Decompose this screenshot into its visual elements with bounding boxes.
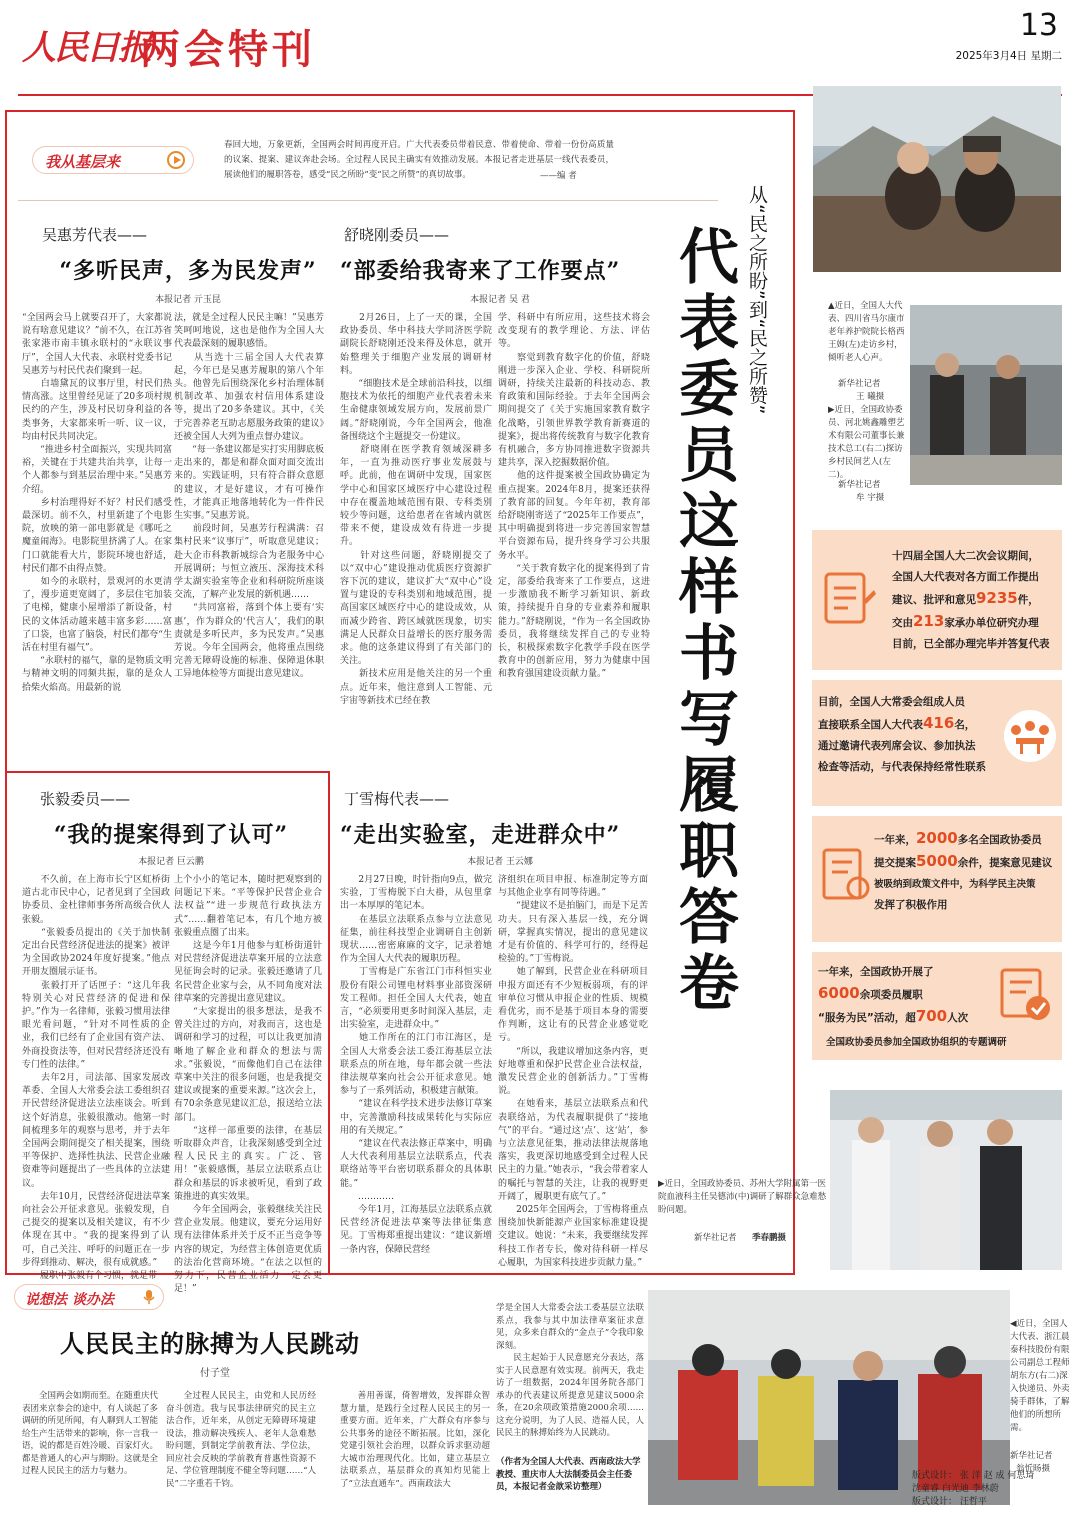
- side-headline: 从“民之所盼”到“民之所赞”: [746, 185, 768, 415]
- article-1-person: 吴惠芳代表——: [42, 226, 148, 244]
- caption-1: ▲近日，全国人大代表、四川省马尔康市老年养护院院长格西王姆(左)走访乡村，倾听老人心声。: [828, 301, 905, 363]
- credit-name-2: 赵 成: [983, 1471, 1005, 1481]
- stat-3-line-1-pre: 一年来，: [874, 834, 916, 846]
- stat-2-line-4: 检查等活动，与代表保持经常性联系: [818, 761, 986, 773]
- page-number: 13: [1019, 8, 1058, 43]
- opinion-col-2: 全过程人民民主，由党和人民历经奋斗创造。我与民事法律研究的民主立法合作，近年来，从创定无障碍环境建设法，推动解决残疾人、老年人急难愁盼问题，到制定学前教育法、学位法，回应社会反映的学前教育普惠性资源不足、学位管理制度不健全等问题……“人民”二字重若千钧。: [166, 1391, 316, 1489]
- credit-name-6: 李林蔚: [971, 1484, 999, 1494]
- photo-elderly-visit: [813, 86, 1061, 272]
- caption-1-credit-name: 王 曦摄: [856, 392, 885, 402]
- article-1-col-2: 法，就是全过程人民民主嘛！”吴惠芳笑呵呵地说，这也是他作为全国人大代表最深刻的履职感悟。 从当选十三届全国人大代表算起，今年已是吴惠芳履职的第八个年头。他曾先后围绕深化乡村治理体制机制改革、加强农村信用体系建设等，提出了20多条建议。其中，《关于完善养老互助志愿服务政策的建议》还被全国人大列为重点督办建议。 “每一条建议都是实打实用脚底板走出来的，都是和群众面对面交流出来的。实践证明，只有符合群众意愿的建议，才是好建议，才有可操作性，才能真正地落地转化为一件件民生实事。”吴惠芳说。 前段时间，吴惠芳行程满满：召集村民来“议事厅”，听取意见建议；赴大企市科教新城综合为老服务中心开展调研；与恒立液压、深海技术科学太湖实验室等企业和科研院所座谈交流，了解产业发展的新机遇…… “共同富裕，落到个体上要有‘实惠’，作为群众的‘代言人’，我们的职责就是多听民声，多为民发声。”吴惠芳说。今年全国两会，他将重点围绕完善无障碍设施的标准、保障退休职工异地体检等方面提出意见建议。: [174, 313, 324, 680]
- stat-2-line-1: 目前，全国人大常委会组成人员: [818, 696, 965, 708]
- stat-1-number-2: 213: [913, 612, 945, 630]
- stat-2-line-2-pre: 直接联系全国人大代表: [818, 719, 923, 731]
- intro-rule: [18, 200, 718, 201]
- caption-2-credit-name: 牟 宇摄: [856, 493, 885, 503]
- article-3-byline: 本报记者 巨云鹏: [138, 857, 204, 867]
- meeting-icon: [1002, 708, 1058, 764]
- opinion-tag: [14, 1284, 164, 1310]
- banner-editor: ——编 者: [540, 171, 577, 181]
- opinion-col-1: 全国两会如期而至。在随重庆代表团来京参会的途中，有人谈起了多调研的所见所闻，有人聊到人工智能给生产生活带来的影响，你一言我一语，说的都是百姓冷暖、百家灯火。都是普通人的心声与期盼。这就是全过程人民民主的活力与魅力。: [22, 1391, 159, 1476]
- article-4-person: 丁雪梅代表——: [344, 790, 450, 808]
- stat-3-number-2: 5000: [916, 852, 958, 870]
- stat-box-4: [812, 952, 1062, 1060]
- opinion-tag-label: 说想法 谈办法: [25, 1292, 114, 1308]
- credit-name-1: 张 洋: [959, 1471, 981, 1481]
- stat-3-line-1-post: 多名全国政协委员: [957, 834, 1042, 846]
- stat-3-number-1: 2000: [916, 829, 958, 847]
- caption-4: ◀近日，全国人大代表、浙江晨泰科技股份有限公司副总工程师胡东方(右二)深入快递员、外卖骑手群体，了解他们的所想所需。: [1010, 1319, 1070, 1433]
- stat-1-line-4-post: 家承办单位研究办理: [944, 617, 1039, 629]
- credit-name-5: 白光迪: [941, 1484, 969, 1494]
- proposal-icon: [818, 846, 874, 906]
- article-1-col-1: “全国两会马上就要召开了，大家都说说有啥意见建议？”前不久，在江苏省张家港市南丰镇永联村的“永联议事厅”，全国人大代表、永联村党委书记吴惠芳与村民代表们聚到一起。 白墙黛瓦的议事厅里，村民们热情高涨。这里曾经见证了20多项村规民约的产生，涉及村民切身利益的各类事务，大家都来听一听、议一议，均由村民共同决定。 “推进乡村全面振兴，实现共同富裕，关键在于共建共治共享，让每一个人都参与到基层治理中来。”吴惠芳介绍。 乡村治理得好不好？村民们感受最深切。前不久，村里新建了个电影院，放映的第一部电影就是《哪吒之魔童闹海》。电影院里挤满了人。在家门口就能看大片，影院环境也舒适，村民们都不由得点赞。 如今的永联村，景观河的水更清了，漫步道更宽阔了，多层住宅加装了电梯，健康小屋增添了新设备，村民的文体活动越来越丰富多彩……富了口袋，也富了脑袋，村民们都夸“生活在村里有福气”。 “永联村的福气，靠的是物质文明与精神文明的同频共振，靠的是众人拾柴火焰高。用最新的说: [22, 313, 172, 693]
- caption-3-credit-label: 新华社记者: [694, 1233, 737, 1243]
- article-3-title: “我的提案得到了认可”: [53, 822, 289, 848]
- caption-3-credit-name: 季春鹏摄: [752, 1233, 787, 1243]
- article-2-person: 舒晓刚委员——: [344, 226, 450, 244]
- banner-tag-label: 我从基层来: [45, 153, 121, 171]
- designer-name: 汪哲平: [959, 1497, 987, 1507]
- article-4-title: “走出实验室，走进群众中”: [340, 822, 621, 848]
- stat-box-1: [812, 530, 1062, 670]
- microphone-icon: [141, 1289, 157, 1305]
- stat-2-number-1: 416: [923, 714, 955, 732]
- stat-4-number-1: 6000: [818, 984, 860, 1002]
- article-4-col-1: 2月27日晚，时针指向9点，做完实验，丁雪梅脱下白大褂，从包里拿出一本厚厚的笔记本。 在基层立法联系点参与立法意见征集，前往科技型企业调研自主创新现状……密密麻麻的文字，记录着她作为全国人大代表的履职历程。 丁雪梅是广东省江门市科恒实业股份有限公司锂电材料事业部资深研发工程师。担任全国人大代表，她直言，“必须要用更多时间深入基层，走出实验室，走进群众中。” 她工作所在的江门市江海区，是全国人大常委会法工委江海基层立法联系点的所在地，每年都会就一些法律法规草案向社会公开征求意见。她参与了一系列活动，积极建言献策。 “建议在科学技术进步法修订草案中，完善激励科技成果转化与实际应用的有关规定。” “建议在代表法修正草案中，明确人大代表利用基层立法联系点，代表联络站等平台密切联系群众的具体职能。” ………… 今年1月，江海基层立法联系点就民营经济促进法草案等法律征集意见。丁雪梅郑重提出建议：“建议新增一条内容，保障民营经: [340, 875, 492, 1255]
- photo-hospital-visit: [830, 1090, 1062, 1270]
- credit-name-3: 何思琦: [1007, 1471, 1035, 1481]
- caption-4-credit-name: 翁忻旸摄: [1016, 1464, 1051, 1474]
- stat-3-line-2-post: 余件，提案意见建议: [957, 857, 1053, 869]
- article-1-byline: 本报记者 亓玉昆: [155, 295, 221, 305]
- caption-3: ▶近日，全国政协委员、苏州大学附属第一医院血液科主任吴德沛(中)调研了解群众急难愁盼问题。: [658, 1179, 827, 1215]
- article-2-col-1: 2月26日，上了一天的课，全国政协委员、华中科技大学同济医学院副院长舒晓刚还没来得及休息，就开始整理关于细胞产业发展的调研材料。 “细胞技术是全球前沿科技，以细胞技术为依托的细胞产业代表着未来生命健康领域发展方向，发展前景广阔。”舒晓刚说，今年全国两会，他准备围绕这个主题提交一份建议。 舒晓刚在医学教育领域深耕多年，一直为推动医疗事业发展鼓与呼。此前，他在调研中发现，国家医学中心和国家区域医疗中心建设过程中存在覆盖地域范围有限、专科类别较少等问题，这给患者在省域内就医带来不便，建设成效有待进一步提升。 针对这些问题，舒晓刚提交了以“双中心”建设推动优质医疗资源扩容下沉的建议，建议扩大“双中心”设置与建设的专科类别和地域范围，提高国家区域医疗中心的建设成效，从而减少跨省、跨区域就医现象，切实满足人民群众日益增长的医疗服务需求。他的这条建议得到了有关部门的关注。 新技术应用是他关注的另一个重点。近年来，他注意到人工智能、元宇宙等新技术已经在教: [340, 313, 492, 706]
- article-1-title: “多听民声，多为民发声”: [59, 258, 317, 284]
- stat-1-line-3-post: 件，: [1017, 594, 1039, 606]
- credit-name-4: 沈童睿: [912, 1484, 940, 1494]
- stat-3-line-2-pre: 提交提案: [874, 857, 916, 869]
- stat-4-line-2-post: 余项委员履职: [859, 989, 923, 1001]
- stat-3-line-3: 被吸纳到政策文件中，为科学民主决策: [874, 879, 1036, 890]
- special-section-title: 两会特刊: [140, 27, 316, 73]
- stat-2-line-3: 通过邀请代表列席会议、参加执法: [818, 740, 976, 752]
- stat-4-line-1: 一年来，全国政协开展了: [818, 966, 934, 978]
- stat-2-line-2-post: 名，: [954, 719, 976, 731]
- stat-box-3: [812, 816, 1062, 942]
- stat-1-line-5: 目前，已全部办理完毕并答复代表: [892, 638, 1050, 650]
- article-3-col-1: 不久前，在上海市长宁区虹桥街道古北市民中心，记者见到了全国政协委员、金杜律师事务所高级合伙人张毅。 “张毅委员提出的《关于加快制定出台民营经济促进法的提案》被评为全国政协2024年度好提案。”他点开朋友圈展示证书。 张毅打开了话匣子：“这几年我特别关心对民营经济的促进和保护。”作为一名律师，张毅习惯用法律眼光看问题，“针对不同性质的企业，我们已经有了企业国有资产法、外商投资法等，但对民营经济还没有专门性的法律。” 去年2月，司法部、国家发展改革委、全国人大常委会法工委组织召开民营经济促进法立法座谈会。听到这个好消息，张毅很激动。他第一时间梳理多年的观察与思考，并于去年全国两会期间提交了相关提案，围绕平等保护、选择性执法、民营企业融资难等问题提出了一些具体的立法建议。 去年10月，民营经济促进法草案向社会公开征求意见。张毅发现，自己提交的提案以及相关建议，有不少体现在其中。“我的提案得到了认可，自己关注、呼吁的问题正在一步步得到推动、解决，很有成就感。” 履职中张毅有个习惯，就是带: [22, 875, 170, 1282]
- opinion-col-4: 学是全国人大常委会法工委基层立法联系点，我参与其中加法律草案征求意见，众多来自群众的“金点子”令我印象深刻。 民主起始于人民意愿充分表达，落实于人民意愿有效实现。前两天，我走访了一组数据，2024年国务院各部门承办的代表建议所提意见建议5000余条，在20余项政策措施2000余项……这充分说明，为了人民、造福人民，人民民主的脉搏始终为人民跳动。: [496, 1303, 644, 1438]
- article-2-col-2: 学、科研中有所应用，这些技术将会改变现有的教学理论、方法、评估等。 察觉到教育数字化的价值，舒晓刚进一步深入企业、学校、科研院所调研，持续关注最新的科技动态、教育政策和国际经验。于去年全国两会期间提交了《关于实施国家教育数字化战略，引领世界教学教育新赛道的提案》，提出将传统教育与数字化教育有机融合，多方协同推进数字资源共建共享，深入挖掘数据价值。 他的这件提案被全国政协确定为重点提案。2024年8月，提案还获得了教育部的回复。今年年初，教育部给舒晓刚寄送了“2025年工作要点”，其中明确提到将进一步完善国家智慧平台资源布局，提升终身学习公共服务水平。 “关于教育数字化的提案得到了肯定，部委给我寄来了工作要点，这进一步激励我不断学习新知识、新政策，持续提升自身的专业素养和履职能力。”舒晓刚说，“作为一名全国政协委员，我将继续发挥自己的专业特长，积极探索数字化教学手段在医学教育中的创新应用，努力为健康中国和教育强国建设贡献力量。”: [498, 313, 650, 680]
- caption-2-credit-label: 新华社记者: [838, 480, 881, 490]
- banner-tag: [32, 146, 194, 174]
- article-4-col-2: 济组织在项目申报、标准制定等方面与其他企业享有同等待遇。” “提建议不是拍脑门，而是下足苦功夫。只有深入基层一线，充分调研，掌握真实情况，提出的意见建议才是有价值的、科学可行的，经得起检验的。”丁雪梅说。 她了解到，民营企业在科研项目申报方面还有不少短板弱项，有的评审单位习惯从申报企业的性质、规模看优劣，而不是基于项目本身的需要作判断，这让有的民营企业感觉吃亏。 “所以，我建议增加这条内容，更好地尊重和保护民营企业合法权益，激发民营企业的创新活力。”丁雪梅说。 在她看来，基层立法联系点和代表联络站，为代表履职提供了“接地气”的平台。“通过这‘点’、这‘站’，参与立法意见征集，推动法律法规落地落实，我更深切地感受到全过程人民民主的力量。”她表示，“我会带着家人的嘱托与智慧的关注，让我的视野更开阔了，履职更有底气了。” 2025年全国两会，丁雪梅将重点围绕加快新能源产业国家标准建设提交建议。她说：“未来，我要继续发挥科技工作者专长，像对待科研一样尽心履职，为国家科技进步贡献力量。”: [498, 875, 648, 1268]
- stat-4-number-2: 700: [915, 1007, 948, 1025]
- caption-4-credit-label: 新华社记者: [1010, 1451, 1053, 1461]
- banner-intro: 春回大地，万象更新，全国两会时间再度开启。广大代表委员带着民意、带着使命、带着一份份高质量的议案、提案、建议奔赴会场。全过程人民民主确实有效推动发展。本报记者走进基层一线代表委员，展读他们的履职答卷，感受“民之所盼”变“民之所赞”的真切故事。: [224, 140, 614, 180]
- stat-1-line-3-pre: 建议、批评和意见: [892, 594, 976, 606]
- stat-3-line-4: 发挥了积极作用: [874, 899, 948, 911]
- stat-1-line-2: 全国人大代表对各方面工作提出: [892, 571, 1039, 583]
- article-3-person: 张毅委员——: [40, 790, 131, 808]
- paper-logo: 人民日报: [22, 28, 150, 68]
- stat-1-line-4-pre: 交由: [892, 617, 913, 629]
- opinion-author-note: （作者为全国人大代表、西南政法大学教授、重庆市人大法制委员会主任委员，本报记者金歆采访整理）: [496, 1457, 641, 1492]
- article-3-col-2: 上个小小的笔记本，随时把观察到的问题记下来。“平等保护民营企业合法权益”“进一步规范行政执法方式”……翻着笔记本，有几个地方被张毅重点圈了出来。 这是今年1月他参与虹桥街道针对民营经济促进法草案开展的立法意见征询会时的记录。张毅还邀请了几名民营企业家与会，从不同角度对法律草案的完善提出意见建议。 “大家提出的很多想法，是我不曾关注过的方向，对我而言，这也是调研和学习的过程，可以让我更加清晰地了解企业和群众的想法与需求。”张毅说，“而像他们自己在法律草案中关注的很多问题，也是我提交建议或提案的重要来源。”这次会上，有70余条意见建议汇总，报送给立法部门。 “这样一部重要的法律，在基层听取群众声音，让我深刻感受到全过程人民民主的真实。广泛、管用！”张毅感慨，基层立法联系点让群众和基层的诉求被听见，看到了政策推进的真实效果。 今年全国两会，张毅继续关注民营企业发展。他建议，要充分运用好现有法律体系并关于反不正当竞争等内容的规定，为经营主体创造更优质的法治化营商环境。“在法之以恒的努力下，民营企业活力一定会更足！”: [174, 875, 322, 1295]
- stat-1-line-1: 十四届全国人大二次会议期间，: [892, 550, 1039, 562]
- page-credits: [912, 1470, 1072, 1509]
- masthead: [0, 0, 1080, 100]
- main-headline: 代表委员这样书写履职答卷: [669, 225, 739, 1017]
- credits-label: 版式设计：: [912, 1471, 958, 1481]
- opinion-col-3: 善用善谋，倚智增效，发挥群众智慧力量，是践行全过程人民民主的另一重要方面。近年来，广大群众有序参与公共事务的途径不断拓展。比如，深化党建引领社会治理，以群众诉求驱动超大城市治理现代化。比如，建立基层立法联系点，基层群众的真知灼见能上了“立法直通车”。西南政法大: [340, 1391, 490, 1489]
- document-icon: [820, 570, 878, 628]
- article-2-byline: 本报记者 吴 君: [470, 295, 530, 305]
- checklist-icon: [996, 966, 1056, 1026]
- issue-date: 2025年3月4日 星期二: [955, 50, 1062, 62]
- stat-1-number-1: 9235: [976, 589, 1018, 607]
- caption-2: ▶近日，全国政协委员、河北姚鑫雕塑艺术有限公司董事长兼技术总工(右二)探访乡村民间艺人(左二)。: [828, 405, 905, 480]
- opinion-author: 付子堂: [200, 1368, 230, 1379]
- photo-village-visit: [910, 305, 1062, 485]
- design-label: 版式设计：: [912, 1497, 958, 1507]
- caption-1-credit-label: 新华社记者: [838, 379, 881, 389]
- article-2-title: “部委给我寄来了工作要点”: [340, 258, 621, 284]
- stat-4-line-3-pre: “服务为民”活动，超: [818, 1012, 916, 1024]
- play-icon: [167, 151, 185, 169]
- article-4-byline: 本报记者 王云娜: [467, 857, 533, 867]
- stat-4-line-4: 全国政协委员参加全国政协组织的专题调研: [826, 1037, 1007, 1048]
- stat-4-line-3-post: 人次: [947, 1012, 969, 1024]
- opinion-title: 人民民主的脉搏为人民跳动: [60, 1329, 360, 1358]
- stat-box-2: [812, 680, 1062, 806]
